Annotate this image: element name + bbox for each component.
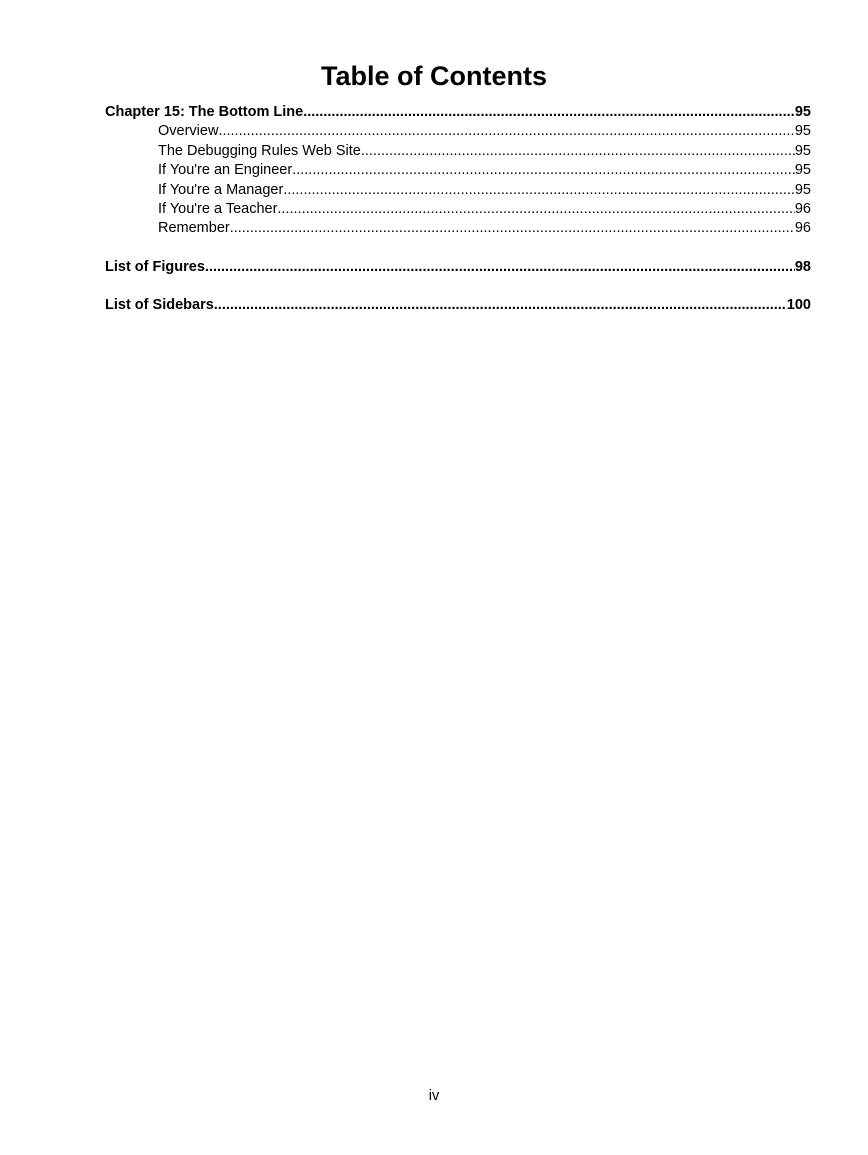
toc-entry-page: 96 bbox=[794, 220, 811, 237]
dot-leader bbox=[361, 142, 795, 161]
toc-entry-debugging-rules-web-site[interactable] bbox=[105, 142, 811, 161]
page-number: iv bbox=[428, 1088, 440, 1104]
toc-entry-list-of-figures[interactable] bbox=[105, 258, 811, 277]
dot-leader bbox=[218, 122, 794, 141]
dot-leader bbox=[214, 296, 787, 315]
page-title: Table of Contents bbox=[321, 61, 547, 91]
toc-entry-page: 98 bbox=[794, 258, 811, 275]
toc-entry-page: 95 bbox=[794, 104, 811, 120]
toc-entry-label: If You're a Manager bbox=[158, 181, 284, 198]
dot-leader bbox=[283, 181, 795, 200]
toc-entry-label: Remember bbox=[158, 220, 230, 237]
toc-entry-overview[interactable] bbox=[105, 122, 811, 141]
toc-entry-label: Chapter 15: The Bottom Line bbox=[105, 104, 304, 120]
toc-entry-list-of-sidebars[interactable] bbox=[105, 296, 811, 315]
dot-leader bbox=[277, 200, 794, 219]
toc-entry-page: 95 bbox=[794, 142, 811, 159]
toc-entry-chapter-15[interactable] bbox=[105, 103, 811, 122]
toc-entry-label: Overview bbox=[158, 123, 219, 140]
table-of-contents bbox=[105, 103, 811, 316]
toc-entry-remember[interactable] bbox=[105, 219, 811, 238]
dot-leader bbox=[292, 161, 795, 180]
toc-entry-page: 95 bbox=[794, 162, 811, 179]
toc-entry-teacher[interactable] bbox=[105, 200, 811, 219]
toc-entry-label: List of Sidebars bbox=[105, 297, 214, 314]
toc-entry-label: List of Figures bbox=[105, 258, 205, 275]
toc-entry-label: If You're an Engineer bbox=[158, 162, 293, 179]
toc-entry-manager[interactable] bbox=[105, 181, 811, 200]
toc-entry-page: 96 bbox=[794, 201, 811, 218]
toc-entry-page: 95 bbox=[794, 123, 811, 140]
dot-leader bbox=[205, 258, 795, 277]
toc-entry-label: The Debugging Rules Web Site bbox=[158, 142, 361, 159]
toc-entry-page: 100 bbox=[786, 297, 811, 314]
dot-leader bbox=[230, 219, 795, 238]
dot-leader bbox=[303, 103, 795, 122]
toc-entry-page: 95 bbox=[794, 181, 811, 198]
toc-entry-label: If You're a Teacher bbox=[158, 201, 278, 218]
toc-entry-engineer[interactable] bbox=[105, 161, 811, 180]
